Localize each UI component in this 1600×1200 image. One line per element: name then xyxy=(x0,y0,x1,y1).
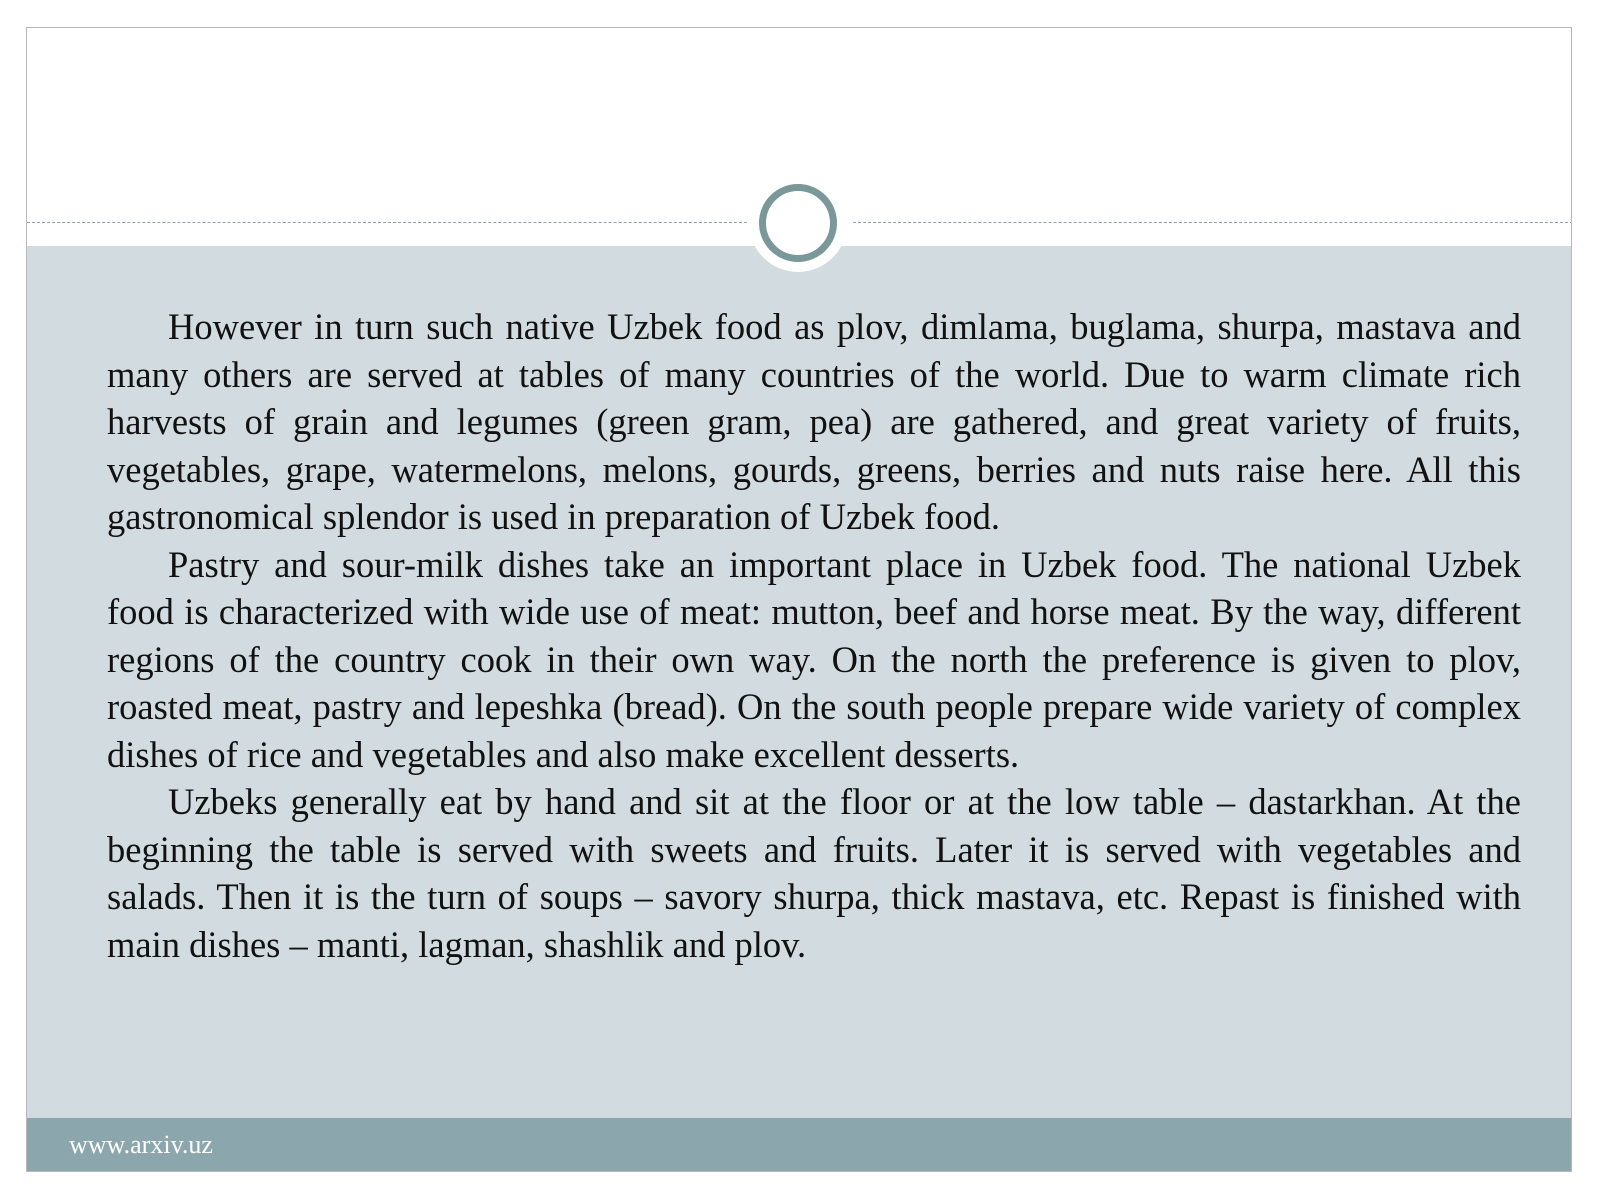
slide xyxy=(26,27,1572,1172)
body-text xyxy=(107,303,1521,968)
footer-bar xyxy=(27,1118,1571,1172)
ring-ornament xyxy=(749,174,847,272)
paragraph-3: Uzbeks generally eat by hand and sit at the floor or at the low table – dastarkhan. At the beginning the table is served with sweets and fruits. Later it is served with vegetables and salads. Then it is the turn of soups – savory shurpa, thick mastava, etc. Repast is finished with main dishes – manti, lagman, shashlik and plov. xyxy=(107,781,1521,965)
footer-website: www.arxiv.uz xyxy=(69,1130,213,1159)
paragraph-1: However in turn such native Uzbek food as plov, dimlama, buglama, shurpa, mastava and many others are served at tables of many countries of the world. Due to warm climate rich harvests of grain and legumes (green gram, pea) are gathered, and great variety of fruits, vegetables, grape, watermelons, melons, gourds, greens, berries and nuts raise here. All this gastronomical splendor is used in preparation of Uzbek food. xyxy=(107,306,1521,537)
paragraph-2: Pastry and sour-milk dishes take an important place in Uzbek food. The national Uzbek food is characterized with wide use of meat: mutton, beef and horse meat. By the way, different regions of the country cook in their own way. On the north the preference is given to plov, roasted meat, pastry and lepeshka (bread). On the south people prepare wide variety of complex dishes of rice and vegetables and also make excellent desserts. xyxy=(107,543,1521,775)
dashed-divider-left xyxy=(27,222,747,223)
circle-icon xyxy=(759,184,837,262)
dashed-divider-right xyxy=(853,222,1572,223)
